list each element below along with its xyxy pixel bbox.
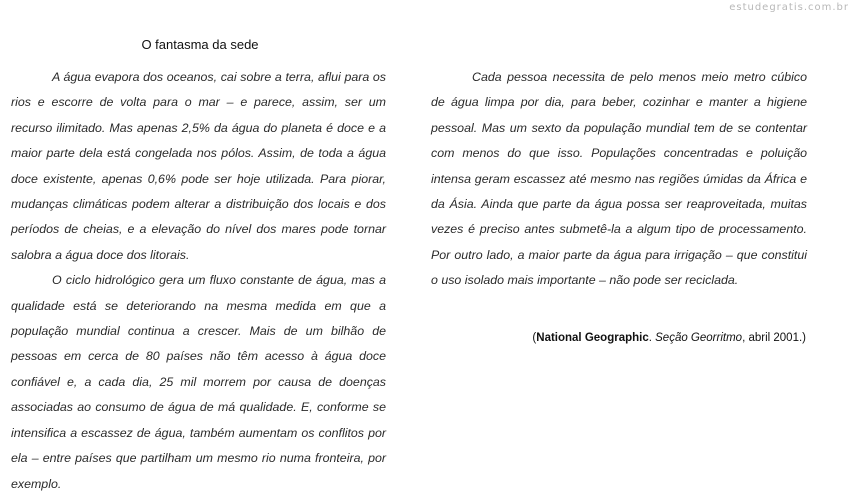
article-title: O fantasma da sede bbox=[141, 37, 259, 52]
citation-publication: National Geographic bbox=[536, 332, 649, 344]
paragraph: Cada pessoa necessita de pelo menos meio metro cúbico de água limpa por dia, para beber, cozinhar e manter a higiene pessoal. Mas um sexto da população mundial tem de se contentar com menos do que isso. Populações concentradas e poluição intensa geram escassez até mesmo nas regiões úmidas da África e da Ásia. Ainda que parte da água possa ser reaproveitada, muitas vezes é preciso antes submetê-la a algum tipo de processamento. Por outro lado, a maior parte da água para irrigação – que constitui o uso isolado mais importante – não pode ser reciclada. bbox=[431, 70, 807, 288]
right-column bbox=[431, 65, 807, 294]
citation-open: ( bbox=[532, 332, 537, 344]
paragraph: A água evapora dos oceanos, cai sobre a terra, aflui para os rios e escorre de volta para o mar – e parece, assim, ser um recurso ilimitado. Mas apenas 2,5% da água do planeta é doce e a maior parte dela está congelada nos pólos. Assim, de toda a água doce existente, apenas 0,6% pode ser hoje utilizada. Para piorar, mudanças climáticas podem alterar a distribuição dos locais e dos períodos de cheias, e a elevação do nível dos mares pode tornar salobra a água doce dos litorais. bbox=[11, 70, 386, 262]
watermark: estudegratis.com.br bbox=[729, 2, 849, 13]
citation-date: , abril 2001.) bbox=[742, 332, 806, 344]
citation-section: Seção Georritmo bbox=[655, 332, 743, 344]
citation-separator: . bbox=[648, 332, 656, 344]
source-citation bbox=[532, 332, 806, 344]
paragraph: O ciclo hidrológico gera um fluxo constante de água, mas a qualidade está se deteriorando na mesma medida em que a população mundial continua a crescer. Mais de um bilhão de pessoas em cerca de 80 países não têm acesso à água doce confiável e, a cada dia, 25 mil morrem por causa de doenças associadas ao consumo de água de má qualidade. E, conforme se intensifica a escassez de água, também aumentam os conflitos por ela – entre países que partilham um mesmo rio numa fronteira, por exemplo. bbox=[11, 273, 386, 491]
left-column bbox=[11, 65, 386, 497]
